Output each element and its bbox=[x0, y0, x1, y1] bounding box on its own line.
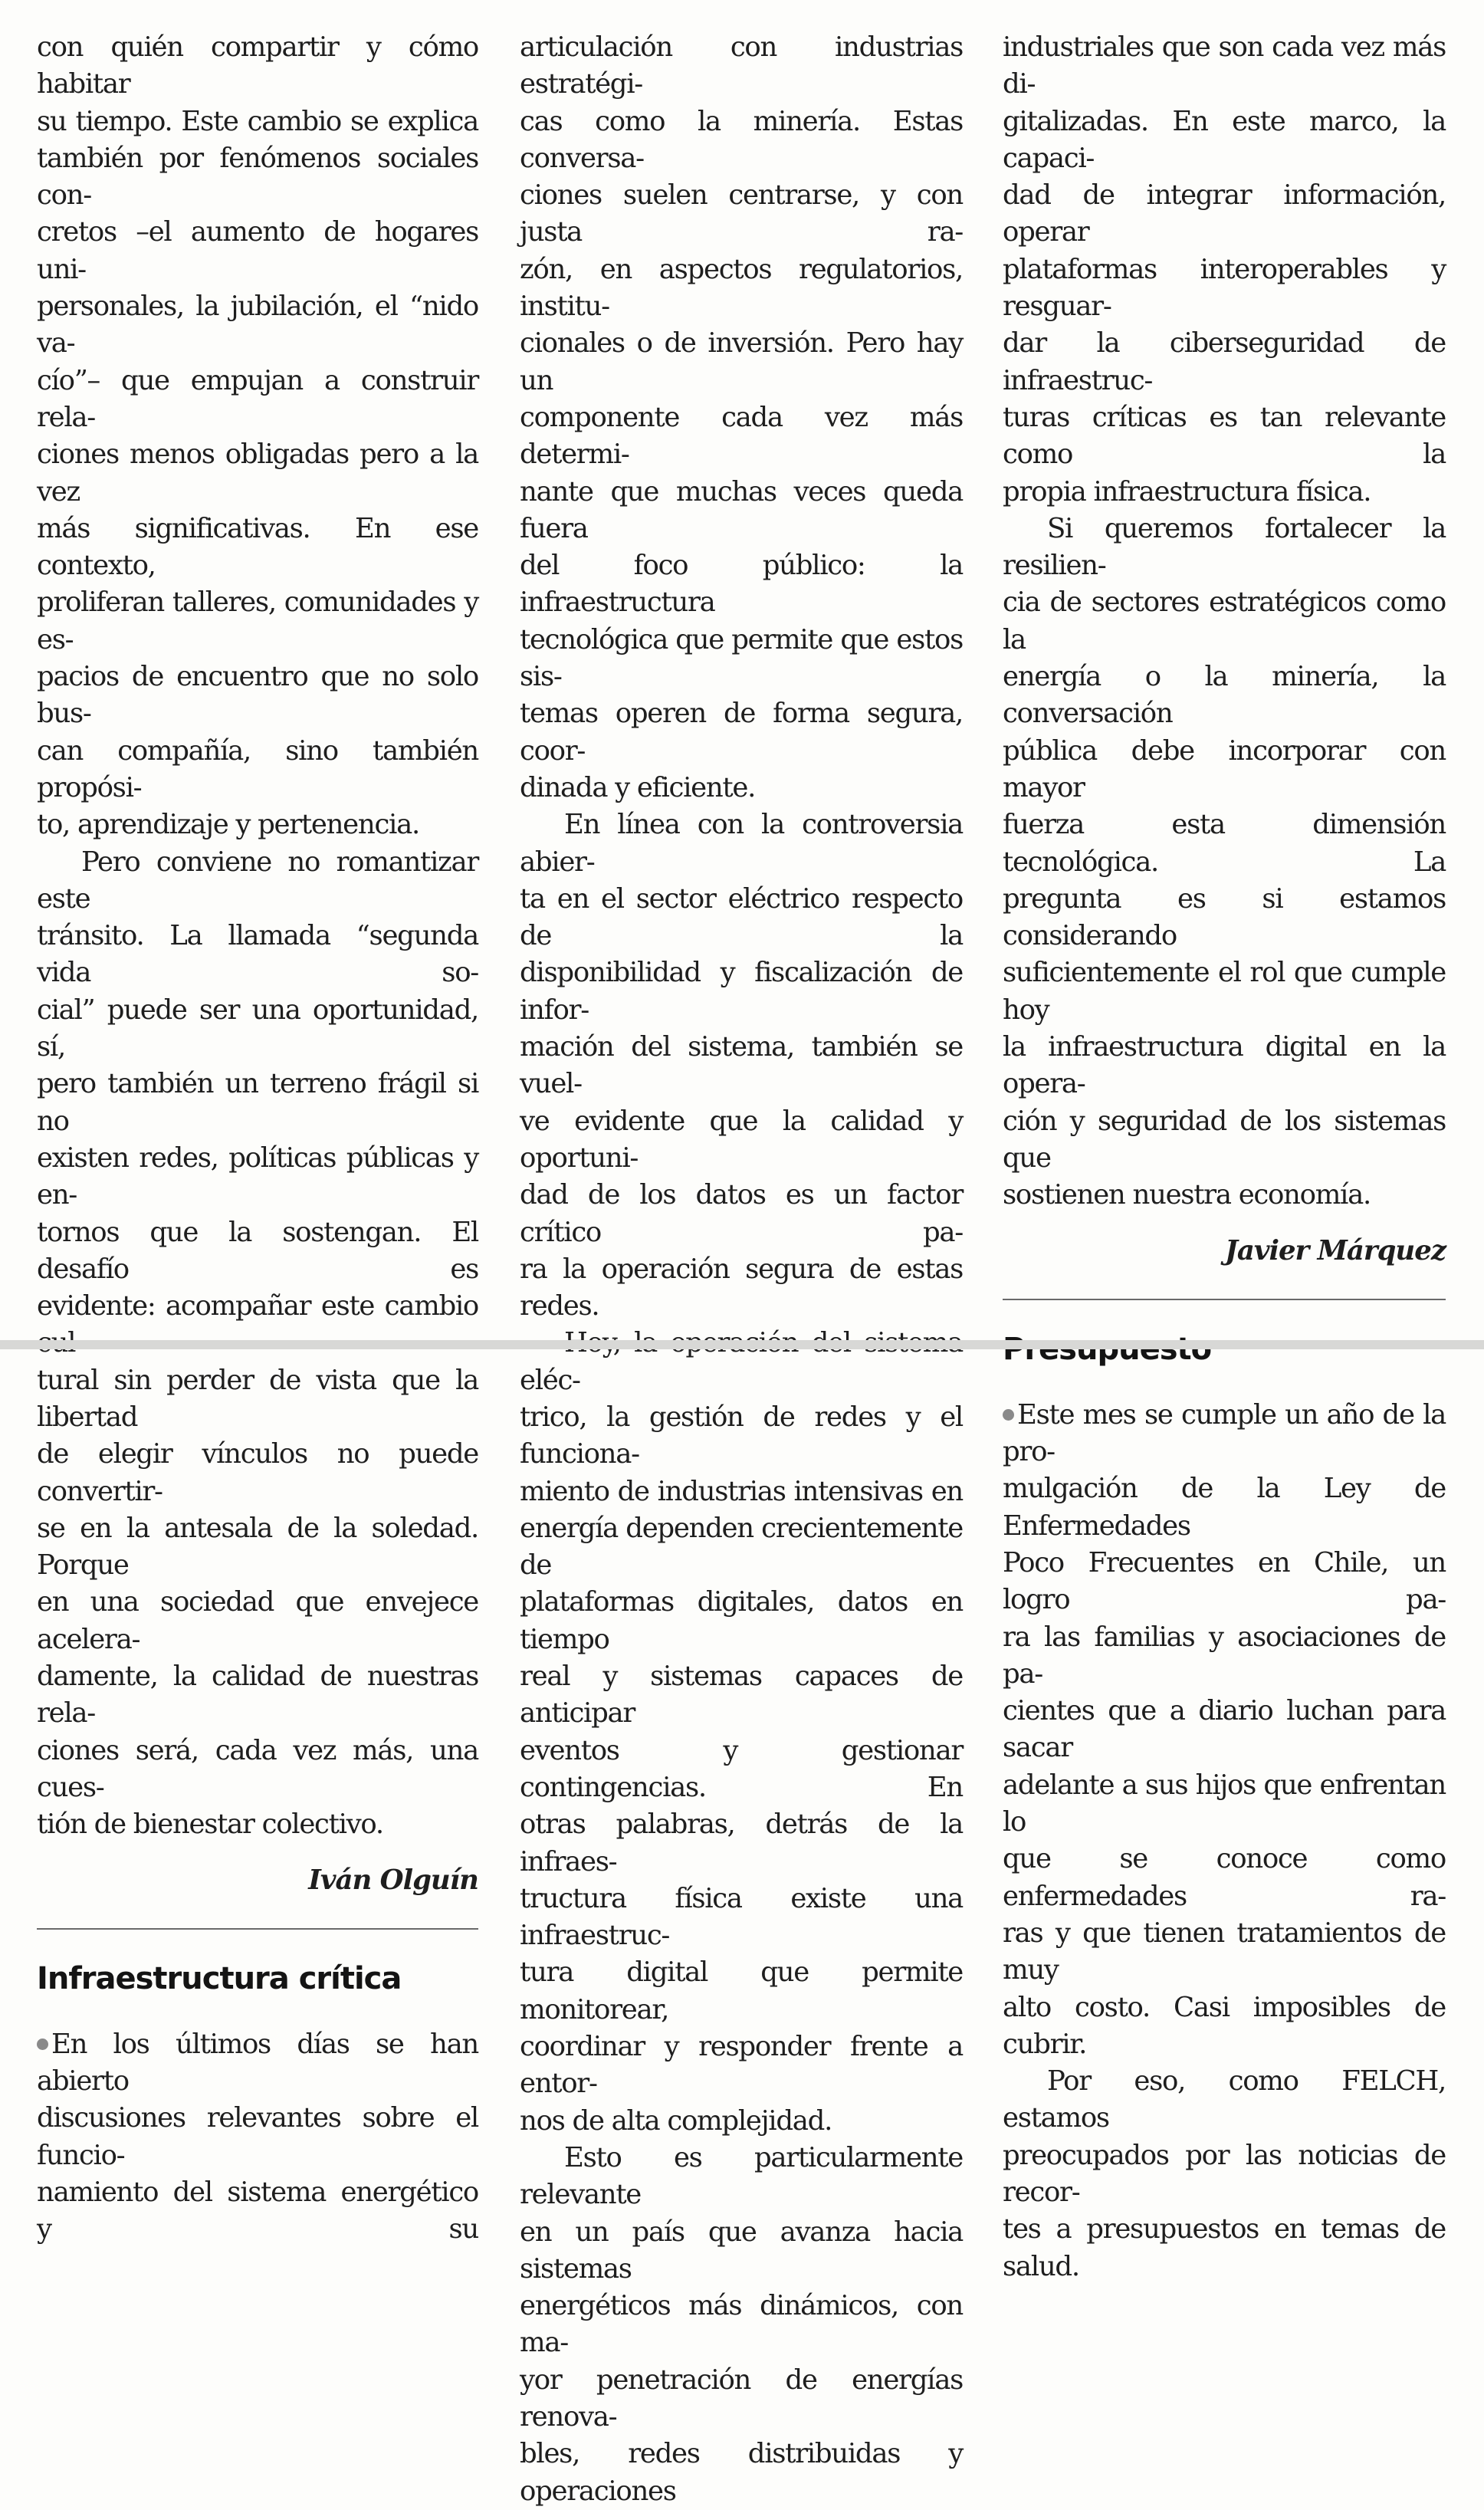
text-line: Pero conviene no romantizar este bbox=[37, 846, 478, 915]
text-line: ras y que tienen tratamientos de muy bbox=[1003, 1917, 1446, 1986]
text-line: su tiempo. Este cambio se explica bbox=[37, 105, 478, 137]
text-line: tecnológica que permite que estos sis- bbox=[520, 623, 963, 693]
text-line: yor penetración de energías renova- bbox=[520, 2364, 963, 2433]
text-line: evidente: acompañar este cambio bbox=[37, 1290, 478, 1322]
text-line: más significativas. En ese contexto, bbox=[37, 512, 478, 582]
text-line: damente, la calidad de nuestras rela- bbox=[37, 1661, 478, 1730]
text-line: bles, redes distribuidas y operaciones bbox=[520, 2438, 963, 2507]
text-line: de elegir vínculos no puede convertir- bbox=[37, 1438, 478, 1507]
paragraph bbox=[1003, 1397, 1446, 2063]
text-line: la infraestructura digital en la opera- bbox=[1003, 1031, 1446, 1100]
paragraph bbox=[520, 807, 963, 1325]
text-line: cial” puede ser una oportunidad, sí, bbox=[37, 994, 478, 1063]
text-line: dad de integrar información, operar bbox=[1003, 179, 1446, 248]
text-line: coordinar y responder frente a entor- bbox=[520, 2031, 963, 2100]
text-line: componente cada vez más determi- bbox=[520, 401, 963, 471]
text-line: Por eso, como FELCH, estamos bbox=[1003, 2065, 1446, 2134]
text-line: zón, en aspectos regulatorios, institu- bbox=[520, 253, 963, 323]
text-line: mación del sistema, también se vuel- bbox=[520, 1031, 963, 1100]
text-line: disponibilidad y fiscalización de infor- bbox=[520, 957, 963, 1026]
text-line: ve evidente que la calidad y oportuni- bbox=[520, 1105, 963, 1174]
text-line: real y sistemas capaces de anticipar bbox=[520, 1661, 963, 1730]
text-line: ta en el sector eléctrico respecto de la bbox=[520, 882, 963, 952]
text-line: cionales o de inversión. Pero hay un bbox=[520, 327, 963, 396]
text-line: tión de bienestar colectivo. bbox=[37, 1809, 383, 1841]
text-line: cas como la minería. Estas conversa- bbox=[520, 105, 963, 174]
text-line: Esto es particularmente relevante bbox=[520, 2141, 963, 2211]
text-line: del foco público: la infraestructura bbox=[520, 550, 963, 619]
paragraph bbox=[37, 29, 478, 844]
text-line: plataformas interoperables y resguar- bbox=[1003, 253, 1446, 323]
text-line: pero también un terreno frágil si no bbox=[37, 1068, 478, 1137]
text-line: que se conoce como enfermedades ra- bbox=[1003, 1843, 1446, 1912]
text-line: proliferan talleres, comunidades y es- bbox=[37, 586, 478, 655]
paragraph bbox=[37, 2026, 478, 2249]
text-line: discusiones relevantes sobre el funcio- bbox=[37, 2102, 478, 2171]
text-line: eléc- bbox=[520, 1364, 580, 1396]
text-line: ción y seguridad de los sistemas que bbox=[1003, 1105, 1446, 1174]
text-line: nante que muchas veces queda fuera bbox=[520, 475, 963, 544]
text-line: industriales que son cada vez más di- bbox=[1003, 31, 1446, 100]
text-line: temas operen de forma segura, coor- bbox=[520, 698, 963, 767]
text-line: En línea con la controversia abier- bbox=[520, 809, 963, 878]
column-2 bbox=[520, 29, 963, 2510]
text-line: Este mes se cumple un año de la pro- bbox=[1003, 1398, 1446, 1468]
text-line: personales, la jubilación, el “nido va- bbox=[37, 291, 478, 360]
text-line: cia de sectores estratégicos como la bbox=[1003, 586, 1446, 655]
text-line: pública debe incorporar con mayor bbox=[1003, 734, 1446, 803]
text-line: existen redes, políticas públicas y en- bbox=[37, 1142, 478, 1211]
text-line: con quién compartir y cómo habitar bbox=[37, 31, 478, 100]
text-line: propia infraestructura física. bbox=[1003, 475, 1371, 508]
text-line: dinada y eficiente. bbox=[520, 771, 756, 803]
text-line: gitalizadas. En este marco, la capaci- bbox=[1003, 105, 1446, 174]
text-line: en un país que avanza hacia sistemas bbox=[520, 2216, 963, 2285]
text-line: fuerza esta dimensión tecnológica. La bbox=[1003, 809, 1446, 878]
text-line: tural sin perder de vista que la libertad bbox=[37, 1364, 478, 1433]
text-line: mulgación de la Ley de Enfermedades bbox=[1003, 1473, 1446, 1542]
text-line: pacios de encuentro que no solo bus- bbox=[37, 661, 478, 730]
text-line: articulación con industrias estratégi- bbox=[520, 31, 963, 100]
text-line: adelante a sus hijos que enfrentan lo bbox=[1003, 1769, 1446, 1838]
text-line: can compañía, sino también propósi- bbox=[37, 734, 478, 803]
text-line: cientes que a diario luchan para sacar bbox=[1003, 1695, 1446, 1764]
paragraph bbox=[1003, 511, 1446, 1214]
text-line: alto costo. Casi imposibles de cubrir. bbox=[1003, 1991, 1446, 2060]
text-line: miento de industrias intensivas en bbox=[520, 1475, 963, 1507]
text-line: plataformas digitales, datos en tiempo bbox=[520, 1586, 963, 1655]
text-line: Poco Frecuentes en Chile, un logro pa- bbox=[1003, 1546, 1446, 1616]
text-line: ciones menos obligadas pero a la vez bbox=[37, 439, 478, 508]
paragraph bbox=[1003, 2063, 1446, 2285]
text-line: cretos –el aumento de hogares uni- bbox=[37, 216, 478, 285]
text-line: preocupados por las noticias de recor- bbox=[1003, 2139, 1446, 2209]
text-line: trico, la gestión de redes y el funciona- bbox=[520, 1401, 963, 1470]
text-line: tes a presupuestos en temas de salud. bbox=[1003, 2213, 1446, 2282]
divider bbox=[37, 1928, 478, 1930]
paragraph bbox=[520, 1325, 963, 2140]
text-line: sostienen nuestra economía. bbox=[1003, 1179, 1371, 1211]
text-line: energéticos más dinámicos, con ma- bbox=[520, 2290, 963, 2359]
text-line: en una sociedad que envejece acelera- bbox=[37, 1586, 478, 1655]
text-line: ciones suelen centrarse, y con justa ra- bbox=[520, 179, 963, 248]
text-line: cío”– que empujan a construir rela- bbox=[37, 364, 478, 433]
text-line: tura digital que permite monitorear, bbox=[520, 1956, 963, 2025]
bullet-icon bbox=[1003, 1409, 1014, 1421]
bullet-icon bbox=[37, 2039, 48, 2050]
divider bbox=[1003, 1299, 1446, 1300]
text-line: ra la operación segura de estas redes. bbox=[520, 1253, 963, 1322]
text-line: suficientemente el rol que cumple hoy bbox=[1003, 957, 1446, 1026]
column-3 bbox=[1003, 29, 1446, 2285]
text-line: turas críticas es tan relevante como la bbox=[1003, 401, 1446, 471]
author-signature: Javier Márquez bbox=[1225, 1234, 1446, 1266]
text-line: pregunta es si estamos considerando bbox=[1003, 882, 1446, 952]
text-line: tránsito. La llamada “segunda vida so- bbox=[37, 920, 478, 989]
text-line: dad de los datos es un factor crítico pa- bbox=[520, 1179, 963, 1248]
text-line: también por fenómenos sociales con- bbox=[37, 142, 478, 212]
text-line: energía dependen crecientemente de bbox=[520, 1512, 963, 1582]
paragraph bbox=[520, 29, 963, 807]
text-line: ra las familias y asociaciones de pa- bbox=[1003, 1621, 1446, 1690]
text-line: se en la antesala de la soledad. Porque bbox=[37, 1512, 478, 1582]
section-heading: Infraestructura crítica bbox=[37, 1960, 402, 1996]
text-line: eventos y gestionar contingencias. En bbox=[520, 1734, 963, 1803]
author-signature: Iván Olguín bbox=[308, 1864, 478, 1896]
text-line: Si queremos fortalecer la resilien- bbox=[1003, 512, 1446, 582]
page-bottom-edge bbox=[0, 1340, 1484, 1349]
text-line: nos de alta complejidad. bbox=[520, 2104, 832, 2137]
text-line: to, aprendizaje y pertenencia. bbox=[37, 809, 419, 841]
text-line: tornos que la sostengan. El desafío es bbox=[37, 1216, 478, 1285]
text-line: energía o la minería, la conversación bbox=[1003, 661, 1446, 730]
text-line: En los últimos días se han abierto bbox=[37, 2028, 478, 2098]
paragraph bbox=[1003, 29, 1446, 511]
column-1 bbox=[37, 29, 478, 2249]
text-line: dar la ciberseguridad de infraestruc- bbox=[1003, 327, 1446, 396]
text-line: ciones será, cada vez más, una cues- bbox=[37, 1734, 478, 1803]
text-line: otras palabras, detrás de la infraes- bbox=[520, 1809, 963, 1878]
paragraph bbox=[520, 2140, 963, 2510]
text-line: tructura física existe una infraestruc- bbox=[520, 1882, 963, 1952]
text-line: namiento del sistema energético y su bbox=[37, 2177, 478, 2246]
